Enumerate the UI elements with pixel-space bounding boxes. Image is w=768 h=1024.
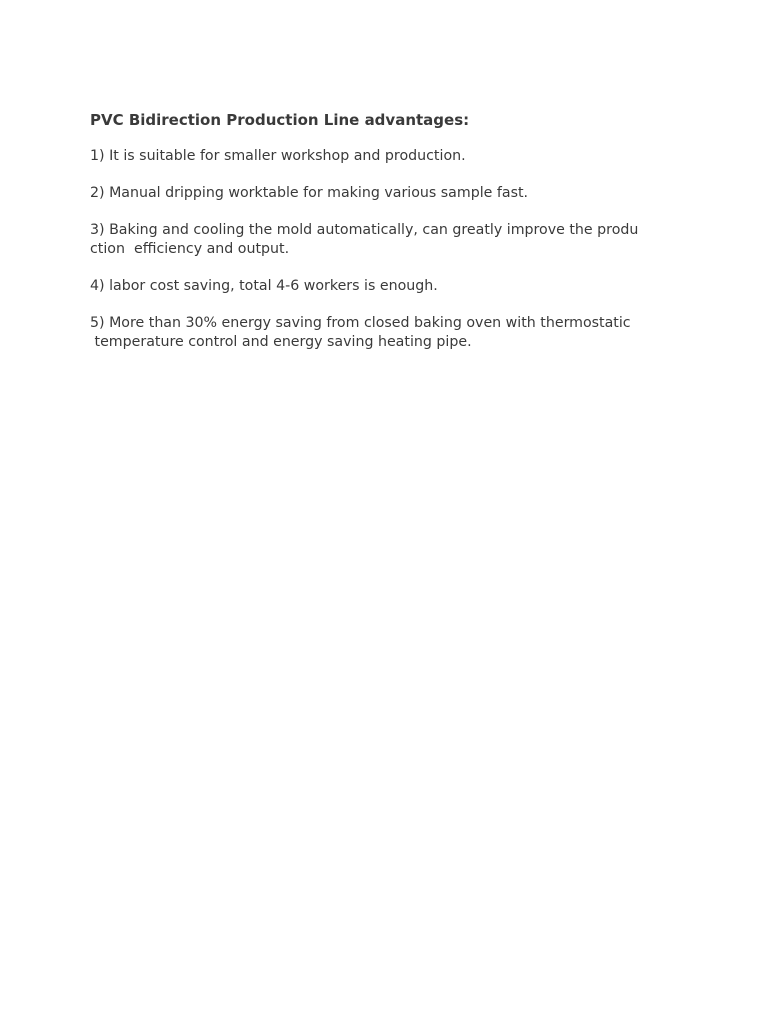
- list-item-line: 2) Manual dripping worktable for making various sample fast.: [90, 185, 529, 201]
- list-item: [90, 221, 690, 259]
- document-heading: PVC Bidirection Production Line advantages:: [90, 111, 470, 129]
- document-body: [90, 110, 690, 370]
- list-item-line: temperature control and energy saving heating pipe.: [90, 334, 472, 350]
- list-item: [90, 314, 690, 352]
- list-item: [90, 277, 690, 296]
- list-item: [90, 147, 690, 166]
- list-item-line: ction efficiency and output.: [90, 241, 290, 257]
- list-item: [90, 184, 690, 203]
- list-item-line: 5) More than 30% energy saving from closed baking oven with thermostatic: [90, 315, 631, 331]
- list-item-line: 1) It is suitable for smaller workshop and production.: [90, 148, 466, 164]
- list-item-line: 4) labor cost saving, total 4-6 workers is enough.: [90, 278, 438, 294]
- list-item-line: 3) Baking and cooling the mold automatically, can greatly improve the produ: [90, 222, 639, 238]
